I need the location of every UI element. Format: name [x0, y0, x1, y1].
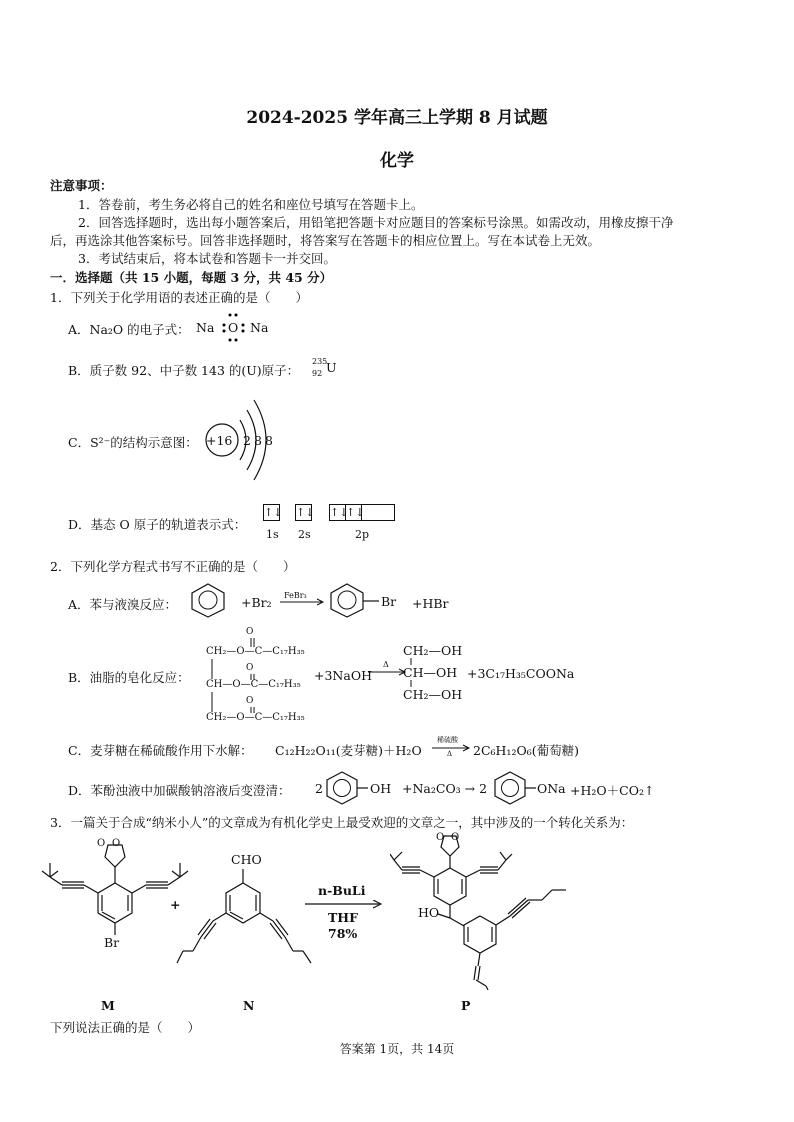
q2-option-c: C．麦芽糖在稀硫酸作用下水解：: [68, 743, 253, 758]
glycerol-3: CH₂—OH: [403, 687, 463, 702]
p-hydroxyl: HO: [418, 905, 440, 920]
phenol-ring-icon: [324, 770, 370, 806]
m-bromo: Br: [104, 935, 120, 950]
q1-c-shell-1: 2: [243, 433, 251, 448]
reaction-arrow-icon: [280, 598, 326, 608]
q1-stem: 1．下列关于化学用语的表述正确的是（ ）: [50, 290, 308, 305]
carbonyl-o-1: O: [246, 627, 254, 637]
glycerol-2: CH—OH: [403, 665, 458, 680]
q2-c-products: 2C₆H₁₂O₆(葡萄糖): [473, 743, 579, 758]
label-m: M: [101, 998, 115, 1013]
q3-question: 下列说法正确的是（ ）: [50, 1020, 201, 1035]
q3-stem: 3．一篇关于合成“纳米小人”的文章成为有机化学史上最受欢迎的文章之一，其中涉及的一个转化关系为：: [50, 815, 634, 830]
q1-c-shell-2: 8: [254, 433, 262, 448]
label-n: N: [243, 998, 255, 1013]
ester-chain-1: CH₂—O—C—C₁₇H₃₅: [206, 646, 305, 657]
q1-b-symbol: U: [326, 360, 337, 375]
plus-sign: +: [170, 897, 181, 912]
carbonyl-o-3: O: [246, 696, 254, 706]
section-heading: 一．选择题（共 15 小题，每题 3 分，共 45 分）: [50, 270, 333, 285]
q1-option-c: C．S²⁻的结构示意图：: [68, 435, 198, 450]
m-acetal-o2: O: [112, 838, 121, 849]
q2-d-ona: ONa: [537, 781, 566, 796]
orbital-label-1s: 1s: [266, 528, 279, 541]
molecule-n-structure: [175, 855, 320, 975]
notice-heading: 注意事项：: [50, 178, 113, 193]
q1-a-oxygen: O: [228, 320, 239, 335]
orbital-box-2s: ↑↓: [296, 506, 315, 519]
n-aldehyde: CHO: [231, 852, 262, 867]
subject-title: 化学: [380, 151, 414, 171]
orbital-box-2p-3: [361, 504, 395, 521]
q2-b-condition: Δ: [383, 660, 389, 669]
label-p: P: [461, 998, 471, 1013]
q1-c-shell-3: 8: [265, 433, 273, 448]
notice-item-2: 2．回答选择题时，选出每小题答案后，用铅笔把答题卡对应题目的答案标号涂黑。如需改动，用橡皮擦干净: [78, 215, 674, 230]
exam-title: 2024-2025 学年高三上学期 8 月试题: [246, 108, 548, 128]
q2-d-oh: OH: [370, 781, 392, 796]
carbonyl-o-2: O: [246, 663, 254, 673]
q1-b-atomic-number: 92: [312, 369, 323, 378]
electron-dots-icon: [196, 312, 276, 342]
q2-a-bromo: Br: [381, 594, 397, 609]
notice-item-2-cont: 后，再选涂其他答案标号。回答非选择题时，将答案写在答题卡的相应位置上。写在本试卷上无效。: [50, 233, 601, 248]
m-acetal-o1: O: [97, 838, 106, 849]
bond-lines-icon: [403, 643, 463, 705]
q1-a-na-right: Na: [250, 320, 269, 335]
q2-b-glycerol: [403, 643, 463, 705]
reagent-n-buli: n-BuLi: [318, 883, 366, 898]
benzene-ring-icon: [188, 582, 228, 618]
q1-option-d: D．基态 O 原子的轨道表示式：: [68, 517, 247, 532]
glycerol-1: CH₂—OH: [403, 643, 463, 658]
q1-option-a: A．Na₂O 的电子式：: [68, 322, 190, 337]
q2-b-triglyceride: [198, 627, 318, 727]
bromobenzene-icon: [327, 582, 383, 618]
ester-chain-2: CH—O—C—C₁₇H₃₅: [206, 679, 301, 690]
reaction-arrow-icon: [368, 668, 408, 678]
notice-item-1: 1．答卷前，考生务必将自己的姓名和座位号填写在答题卡上。: [78, 197, 424, 212]
q1-c-nucleus: +16: [206, 433, 233, 448]
p-acetal-o1: O: [436, 832, 445, 843]
orbital-label-2p: 2p: [355, 528, 370, 541]
q2-c-cond-bottom: Δ: [447, 750, 453, 758]
q1-a-electron-formula: [196, 312, 276, 342]
q1-a-na-left: Na: [196, 320, 215, 335]
reaction-arrow-icon: [432, 744, 472, 754]
q2-option-b: B．油脂的皂化反应：: [68, 670, 190, 685]
ester-chain-3: CH₂—O—C—C₁₇H₃₅: [206, 712, 305, 723]
notice-item-3: 3．考试结束后，将本试卷和答题卡一并交回。: [78, 251, 336, 266]
q2-b-reagent: +3NaOH: [314, 668, 372, 683]
q2-b-product: +3C₁₇H₃₅COONa: [467, 666, 575, 681]
p-acetal-o2: O: [451, 832, 460, 843]
q2-option-d: D．苯酚浊液中加碳酸钠溶液后变澄清：: [68, 783, 291, 798]
q2-c-cond-top: 稀硫酸: [437, 736, 458, 744]
q2-option-a: A．苯与液溴反应：: [68, 597, 178, 612]
orbital-box-1s: ↑↓: [264, 506, 283, 519]
q2-a-reagent: +Br₂: [241, 595, 272, 610]
q2-c-reactants: C₁₂H₂₂O₁₁(麦芽糖)＋H₂O: [275, 743, 422, 758]
q2-a-product: +HBr: [412, 596, 449, 611]
q1-option-b: B．质子数 92、中子数 143 的(U)原子：: [68, 363, 300, 378]
q2-stem: 2．下列化学方程式书写不正确的是（ ）: [50, 559, 296, 574]
q2-d-coef1: 2: [315, 781, 323, 796]
reaction-yield: 78%: [328, 926, 358, 941]
q2-d-products: +H₂O＋CO₂↑: [570, 783, 655, 798]
orbital-box-2p-2: ↑↓: [346, 506, 365, 519]
phenoxide-ring-icon: [492, 770, 538, 806]
q1-b-mass-number: 235: [312, 357, 328, 366]
page-footer: 答案第 1页，共 14页: [339, 1042, 455, 1056]
reagent-thf: THF: [328, 910, 358, 925]
bond-lines-icon: [198, 627, 318, 727]
orbital-box-2p-1: ↑↓: [330, 506, 349, 519]
q2-a-catalyst: FeBr₃: [284, 591, 307, 600]
orbital-label-2s: 2s: [298, 528, 311, 541]
q2-d-middle: +Na₂CO₃ → 2: [402, 781, 488, 796]
reaction-arrow-icon: [305, 900, 385, 910]
